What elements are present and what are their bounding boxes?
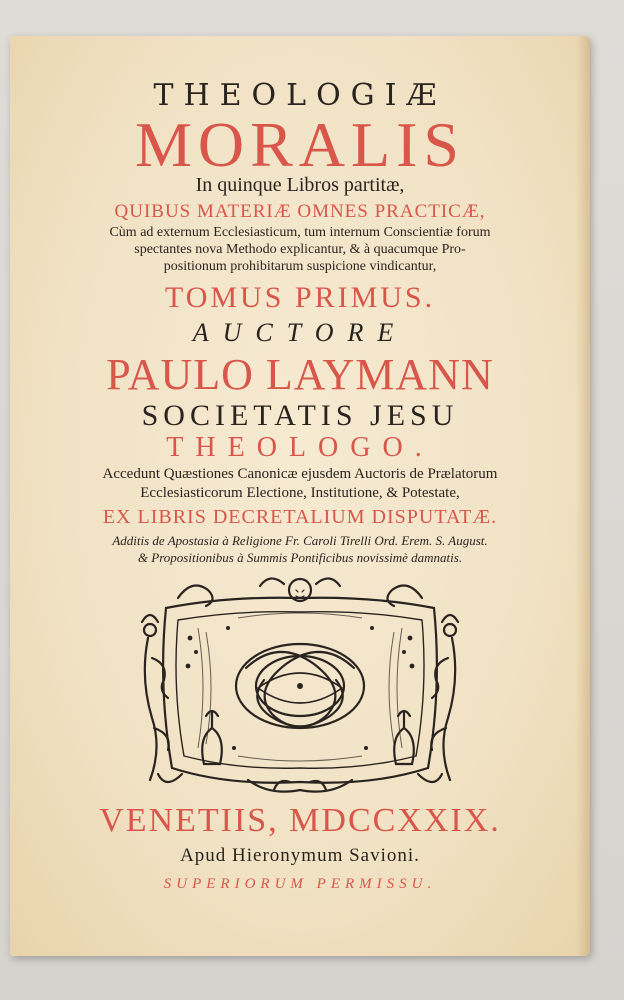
author-name: PAULO LAYMANN xyxy=(106,350,494,399)
imprint-place-date: VENETIIS, MDCCXXIX. xyxy=(99,802,501,839)
subtitle: In quinque Libros partitæ, xyxy=(195,174,405,196)
description-line-2: spectantes nova Methodo explicantur, & à quacumque Pro- xyxy=(134,242,466,257)
title-page xyxy=(10,36,590,956)
printer-device-ornament xyxy=(138,568,462,798)
source-heading: EX LIBRIS DECRETALIUM DISPUTATÆ. xyxy=(102,506,498,528)
accedunt-line-1: Accedunt Quæstiones Canonicæ ejusdem Auctoris de Prælatorum xyxy=(102,466,498,482)
author-role: THEOLOGO. xyxy=(166,432,434,463)
society-name: SOCIETATIS JESU xyxy=(141,399,459,432)
additions-line-1: Additis de Apostasia à Religione Fr. Caroli Tirelli Ord. Erem. S. August. xyxy=(112,533,488,548)
matter-heading: QUIBUS MATERIÆ OMNES PRACTICÆ, xyxy=(114,201,486,222)
title-line-2: MORALIS xyxy=(134,109,466,180)
auctore-label: AUCTORE xyxy=(192,318,408,347)
volume-label: TOMUS PRIMUS. xyxy=(164,281,436,314)
additions-line-2: & Propositionibus à Summis Pontificibus novissimè damnatis. xyxy=(137,550,463,565)
accedunt-line-2: Ecclesiasticorum Electione, Institutione, & Potestate, xyxy=(140,485,460,501)
description-line-1: Cùm ad externum Ecclesiasticum, tum internum Conscientiæ forum xyxy=(109,225,491,240)
imprint-printer: Apud Hieronymum Savioni. xyxy=(180,845,420,866)
title-line-1: THEOLOGIÆ xyxy=(153,78,447,113)
imprint-permission: SUPERIORUM PERMISSU. xyxy=(163,876,437,892)
description-line-3: positionum prohibitarum suspicione vindicantur, xyxy=(163,259,437,274)
